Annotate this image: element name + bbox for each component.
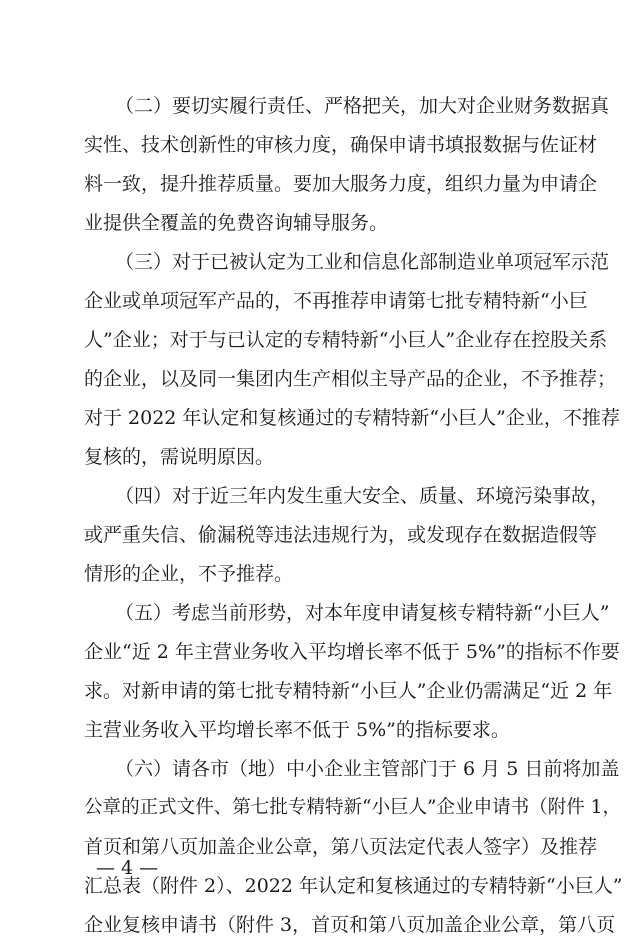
paragraph-line-21: 汇总表（附件 2）、2022 年认定和复核通过的专精特新“小巨人”: [84, 875, 623, 897]
page-number: — 4 —: [96, 857, 159, 879]
paragraph-line-12: 或严重失信、偷漏税等违法违规行为，或发现存在数据造假等: [84, 524, 598, 546]
paragraph-line-11: （四）对于近三年内发生重大安全、质量、环境污染事故，: [115, 485, 610, 507]
paragraph-line-20: 首页和第八页加盖企业公章，第八页法定代表人签字）及推荐: [84, 836, 598, 858]
paragraph-line-13: 情形的企业，不予推荐。: [84, 563, 294, 585]
paragraph-line-19: 公章的正式文件、第七批专精特新“小巨人”企业申请书（附件 1，: [84, 797, 621, 818]
paragraph-line-17: 主营业务收入平均增长率不低于 5%”的指标要求。: [84, 719, 510, 741]
paragraph-line-7: 人”企业；对于与已认定的专精特新“小巨人”企业存在控股关系: [84, 329, 608, 351]
paragraph-line-22: 企业复核申请书（附件 3，首页和第八页加盖企业公章，第八页: [84, 914, 616, 936]
paragraph-line-16: 求。对新申请的第七批专精特新“小巨人”企业仍需满足“近 2 年: [84, 680, 613, 702]
paragraph-line-5: （三）对于已被认定为工业和信息化部制造业单项冠军示范: [115, 251, 610, 273]
paragraph-line-6: 企业或单项冠军产品的，不再推荐申请第七批专精特新“小巨: [84, 290, 588, 312]
paragraph-line-1: （二）要切实履行责任、严格把关，加大对企业财务数据真: [115, 95, 610, 117]
paragraph-line-2: 实性、技术创新性的审核力度，确保申请书填报数据与佐证材: [84, 134, 598, 156]
paragraph-line-18: （六）请各市（地）中小企业主管部门于 6 月 5 日前将加盖: [115, 758, 620, 780]
paragraph-line-15: 企业“近 2 年主营业务收入平均增长率不低于 5%”的指标不作要: [84, 641, 620, 663]
paragraph-line-14: （五）考虑当前形势，对本年度申请复核专精特新“小巨人”: [115, 602, 610, 624]
paragraph-line-8: 的企业，以及同一集团内生产相似主导产品的企业，不予推荐；: [84, 368, 617, 390]
paragraph-line-9: 对于 2022 年认定和复核通过的专精特新“小巨人”企业，不推荐: [84, 407, 620, 429]
paragraph-line-4: 业提供全覆盖的免费咨询辅导服务。: [84, 212, 389, 234]
paragraph-line-3: 料一致，提升推荐质量。要加大服务力度，组织力量为申请企: [84, 173, 598, 195]
paragraph-line-10: 复核的，需说明原因。: [84, 446, 275, 468]
